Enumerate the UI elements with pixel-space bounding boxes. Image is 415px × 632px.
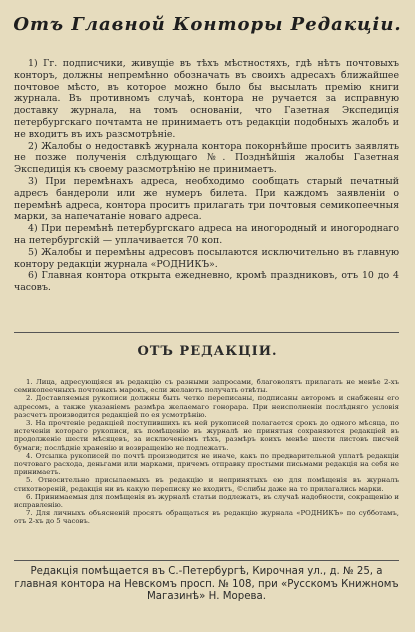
editorial-paragraph: 7. Для личныхъ объясненій просятъ обращаться въ редакцію журнала «РОДНИКЪ» по субботамъ, отъ 2-хъ до 5 часовъ. bbox=[14, 509, 399, 526]
editorial-notices bbox=[14, 378, 399, 526]
notice-paragraph: 5) Жалобы и перемѣны адресовъ посылаются исключительно въ главную контору редакціи журнала «РОДНИКЪ». bbox=[14, 246, 399, 270]
editorial-paragraph: 1. Лица, адресующіяся въ редакцію съ разными запросами, благоволятъ прилагать не менѣе 2-хъ семикопеечныхъ почтовыхъ марокъ, если желаютъ получать отвѣты. bbox=[14, 378, 399, 395]
office-notices bbox=[14, 58, 399, 294]
page-title: Отъ Главной Конторы Редакціи. bbox=[13, 14, 402, 35]
notice-paragraph: 3) При перемѣнахъ адреса, необходимо сообщать старый печатный адресъ бандероли или же нумеръ билета. При каждомъ заявленіи о перемѣнѣ адреса, контора проситъ прилагать три почтовыя семикопеечныя марки, за напечатаніе новаго адреса. bbox=[14, 175, 399, 223]
notice-paragraph: 6) Главная контора открыта ежедневно, кромѣ праздниковъ, отъ 10 до 4 часовъ. bbox=[14, 270, 399, 294]
editorial-paragraph: 2. Доставляемыя рукописи должны быть четко переписаны, подписаны авторомъ и снабжены его адресомъ, а также указаніемъ размѣра желаемаго гонорара. При неисполненіи послѣдняго условія разсчетъ производится редакціей по ея усмотрѣнію. bbox=[14, 394, 399, 419]
footer-address: Редакція помѣщается въ С.-Петербургѣ, Кирочная ул., д. № 25, а главная контора на Невскомъ просп. № 108, при «Русскомъ Книжномъ Магазинѣ» Н. Морева. bbox=[14, 566, 399, 603]
editorial-paragraph: 6. Принимаемыя для помѣщенія въ журналѣ статьи подлежатъ, въ случаѣ надобности, сокращенію и исправленію. bbox=[14, 492, 399, 510]
divider bbox=[14, 332, 399, 333]
editorial-paragraph: 4. Отсылка рукописей по почтѣ производится не иначе, какъ по предварительной уплатѣ редакціи почтоваго расхода, деньгами или марками, причемъ отправку простыми письмами редакція на себя не принимаетъ. bbox=[14, 451, 399, 477]
notice-paragraph: 4) При перемѣнѣ петербургскаго адреса на иногородный и иногороднаго на петербургскій — уплачивается 70 коп. bbox=[14, 223, 399, 246]
notice-paragraph: 1) Гг. подписчики, живущіе въ тѣхъ мѣстностяхъ, гдѣ нѣтъ почтовыхъ конторъ, должны непремѣнно обозначать въ своихъ адресахъ ближайшее почтовое мѣсто, въ которое можно было бы высылать премію книги журнала. Въ противномъ случаѣ, контора не ручается за исправную доставку журнала, на томъ основаніи, что Газетная Экспедиція петербургскаго почтамта не принимаетъ отъ редакціи подобныхъ жалобъ и не входитъ въ ихъ разсмотрѣніе. bbox=[14, 58, 399, 140]
notice-paragraph: 2) Жалобы о недоставкѣ журнала контора покорнѣйше проситъ заявлять не позже полученія слѣдующаго №. Позднѣйшія жалобы Газетная Экспедиція къ своему разсмотрѣнію не принимаетъ. bbox=[14, 140, 399, 176]
editorial-paragraph: 3. На прочтеніе редакціей поступившихъ къ ней рукописей полагается срокъ до одного мѣсяца, по истеченіи котораго рукописи, къ помѣщенію въ журналѣ не принятыя сохраняются редакціей въ продолженіе шести мѣсяцевъ, за исключеніемъ тѣхъ, размѣръ коихъ менѣе шести листовъ писчей бумаги; послѣдніе храненію и возвращенію не подлежатъ. bbox=[14, 419, 399, 452]
editorial-paragraph: 5. Относительно присылаемыхъ въ редакцію и непринятыхъ ею для помѣщенія въ журналъ стихотвореній, редакція ни въ какую переписку не входитъ, ©слибы даже на то прилагались марки. bbox=[14, 476, 399, 493]
section-heading: ОТЪ РЕДАКЦІИ. bbox=[137, 344, 278, 359]
divider bbox=[14, 560, 399, 561]
